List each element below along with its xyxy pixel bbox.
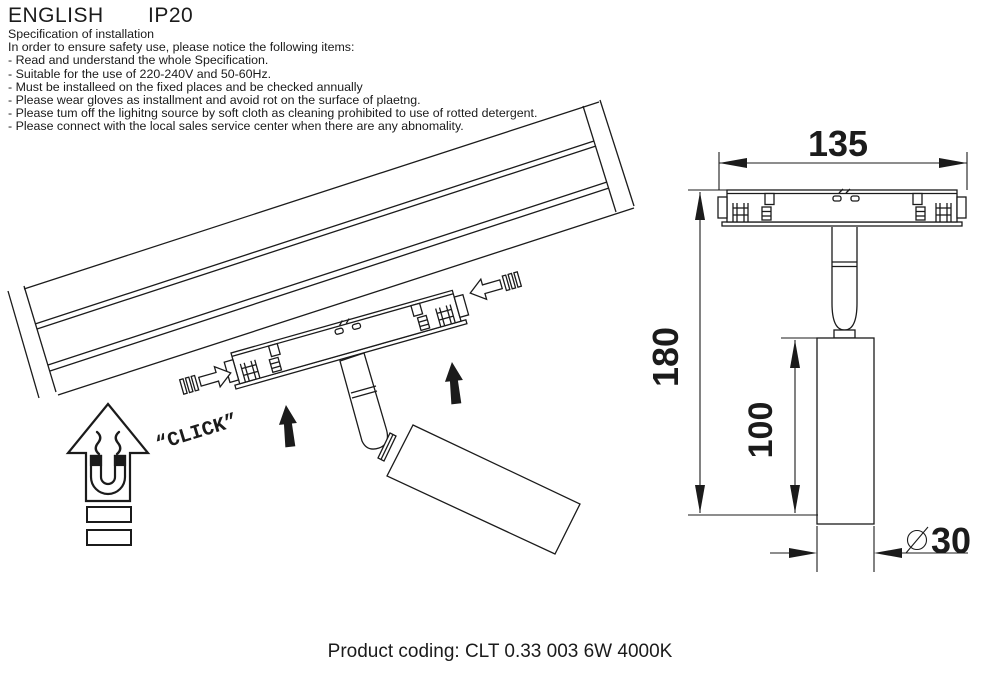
body-length-value: 100 — [742, 401, 780, 459]
dimension-width — [719, 123, 967, 190]
click-label: “CLICK” — [153, 410, 241, 457]
diameter-value: 30 — [930, 520, 972, 561]
push-up-arrow-right — [443, 361, 465, 405]
total-height-value: 180 — [645, 326, 686, 388]
spec-item: - Please connect with the local sales service center when there are any abnomality. — [8, 119, 464, 134]
swivel-stem — [340, 353, 387, 449]
dimension-drawing — [640, 110, 990, 590]
dimension-diameter — [770, 520, 971, 572]
push-up-arrow-left — [277, 404, 299, 448]
language-label: ENGLISH — [8, 4, 104, 27]
spec-item: - Read and understand the whole Specification. — [8, 53, 269, 68]
installation-diagram — [0, 95, 660, 565]
spotlight-body — [387, 425, 580, 554]
joint-collar — [834, 330, 855, 338]
product-coding: Product coding: CLT 0.33 003 6W 4000K — [327, 641, 673, 662]
fixture-tilted — [222, 287, 580, 554]
swivel-stem — [832, 227, 857, 330]
spec-title: Specification of installation — [8, 27, 155, 41]
spec-item: - Suitable for the use of 220-240V and 50-60Hz. — [8, 66, 272, 81]
dimension-total-height — [645, 190, 818, 515]
fixture-side-view — [718, 189, 966, 524]
spec-item: - Please wear gloves as installment and avoid rot on the surface of plaetng. — [8, 93, 421, 108]
spec-intro: In order to ensure safety use, please notice the following items: — [8, 40, 355, 55]
spec-item: - Must be installeed on the fixed places and be checked annually — [8, 79, 363, 94]
magnet-icon — [68, 404, 148, 545]
spec-item: - Please tum off the lighitng source by soft cloth as cleaning prohibited to use of rotted detergent. — [8, 106, 538, 121]
slide-in-arrow-right — [467, 269, 522, 303]
diameter-icon — [906, 527, 928, 553]
track-adapter — [718, 189, 966, 226]
width-value: 135 — [807, 123, 869, 164]
spotlight-body — [817, 338, 874, 524]
dimension-body-length — [742, 338, 818, 513]
ip-rating-label: IP20 — [148, 4, 194, 27]
